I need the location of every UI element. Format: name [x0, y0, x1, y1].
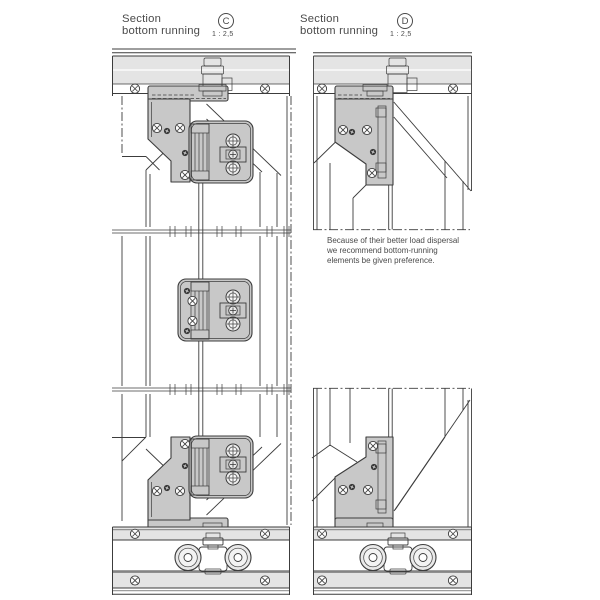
- note-line: we recommend bottom-running: [327, 246, 438, 256]
- bracket-screw-icon: [368, 441, 377, 450]
- hinge-screw-icon: [226, 161, 240, 175]
- adjuster-screw-icon: [229, 150, 238, 159]
- rail-screw-icon: [448, 529, 457, 538]
- section-d-title: Section: [300, 13, 340, 25]
- bracket-screw-icon: [367, 168, 376, 177]
- section-d-scale: 1 : 2,5: [390, 31, 412, 38]
- hinge-screw-icon: [226, 444, 240, 458]
- middle-hinge-c: [178, 279, 252, 341]
- roller-icon: [225, 545, 251, 571]
- adjuster-screw-icon: [229, 460, 238, 469]
- bracket-screw-icon: [362, 125, 371, 134]
- break-line-c-lower: [112, 384, 291, 395]
- bracket-screw-icon: [338, 485, 347, 494]
- note-line: Because of their better load dispersal: [327, 236, 460, 245]
- bracket-screw-icon: [152, 123, 161, 132]
- section-d-subtitle: bottom running: [300, 25, 379, 37]
- section-c-subtitle: bottom running: [122, 25, 201, 37]
- hinge-screw-icon: [226, 317, 240, 331]
- note-line: elements be given preference.: [327, 256, 435, 266]
- rail-screw-icon: [260, 576, 269, 585]
- bracket-pin-icon: [182, 150, 188, 156]
- track-screw-icon: [130, 84, 139, 93]
- roller-icon: [410, 545, 436, 571]
- hinge-screw-icon: [188, 296, 197, 305]
- track-screw-icon: [317, 84, 326, 93]
- bracket-screw-icon: [180, 439, 189, 448]
- rail-screw-icon: [130, 576, 139, 585]
- hinge-pin-icon: [184, 288, 190, 294]
- top-bracket-d: [335, 85, 393, 186]
- drawing-section-c: [112, 49, 296, 595]
- bracket-screw-icon: [363, 485, 372, 494]
- drawing-section-d: [312, 53, 472, 595]
- bracket-screw-icon: [180, 170, 189, 179]
- track-screw-icon: [448, 84, 457, 93]
- hinge-screw-icon: [188, 316, 197, 325]
- hinge-screw-icon: [226, 290, 240, 304]
- section-c-marker: C: [218, 13, 234, 29]
- bracket-screw-icon: [175, 123, 184, 132]
- hinge-screw-icon: [226, 471, 240, 485]
- section-d-marker: D: [397, 13, 413, 29]
- rail-screw-icon: [130, 529, 139, 538]
- rail-screw-icon: [448, 576, 457, 585]
- hinge-pin-icon: [184, 328, 190, 334]
- rail-screw-icon: [260, 529, 269, 538]
- bracket-screw-icon: [152, 486, 161, 495]
- bracket-pin-icon: [349, 129, 355, 135]
- track-screw-icon: [260, 84, 269, 93]
- top-hinge-c: [148, 85, 253, 184]
- rail-screw-icon: [317, 576, 326, 585]
- roller-icon: [360, 545, 386, 571]
- bracket-pin-icon: [164, 485, 170, 491]
- bracket-pin-icon: [164, 128, 170, 134]
- bottom-hinge-c: [148, 436, 253, 535]
- section-c-scale: 1 : 2,5: [212, 31, 234, 38]
- bracket-screw-icon: [175, 486, 184, 495]
- roller-icon: [175, 545, 201, 571]
- bracket-pin-icon: [349, 484, 355, 490]
- bracket-pin-icon: [182, 463, 188, 469]
- bracket-pin-icon: [371, 464, 377, 470]
- rail-screw-icon: [317, 529, 326, 538]
- bottom-rail-d: [314, 527, 472, 595]
- bracket-screw-icon: [338, 125, 347, 134]
- adjuster-screw-icon: [229, 306, 238, 315]
- hinge-screw-icon: [226, 134, 240, 148]
- ceiling-lines-c: [112, 49, 296, 53]
- bracket-pin-icon: [370, 149, 376, 155]
- bottom-bracket-d: [335, 437, 393, 535]
- break-line-c-upper: [112, 226, 291, 237]
- section-c-title: Section: [122, 13, 162, 25]
